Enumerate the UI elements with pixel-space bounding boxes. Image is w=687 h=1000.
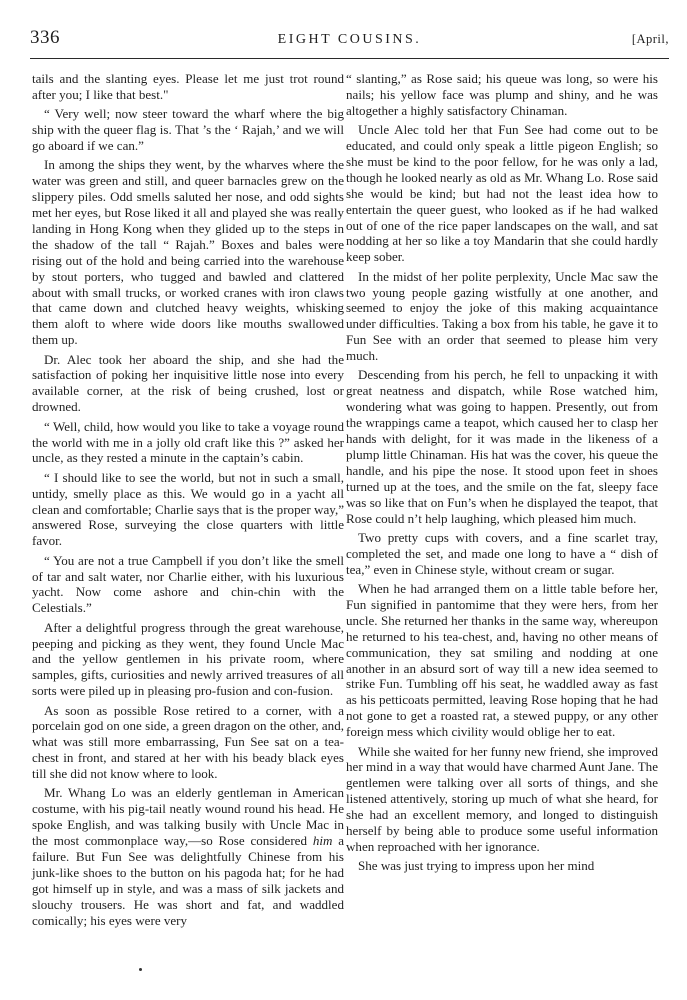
right-column [346, 71, 658, 874]
page-number: 336 [30, 27, 60, 48]
paragraph: tails and the slanting eyes. Please let me just trot round after you; I like that best." [32, 71, 344, 102]
paragraph: While she waited for her funny new friend, she improved her mind in a way that would have charmed Aunt Jane. The gentlemen were talking over all sorts of things, and she listened attentively, storing up much of what she heard, for she had an excellent memory, and longed to distinguish herself by being able to produce some useful information when reproached with her ignorance. [346, 743, 658, 854]
print-speck [139, 968, 142, 971]
paragraph: Descending from his perch, he fell to unpacking it with great neatness and dispatch, while Rose watched him, wondering what was going to happen. Presently, out from the wrappings came a teapot, which caused her to clasp her hands with delight, for it was made in the likeness of a plump little Chinaman. His hat was the cover, his queue the handle, and his pipe the nose. It stood upon feet in shoes turned up at the toes, and the smile on the fat, sleepy face was so like that on Fun’s when he displayed the teapot, that Rose could n’t help laughing, which pleased him much. [346, 367, 658, 526]
paragraph: When he had arranged them on a little table before her, Fun signified in pantomime that they were hers, from her uncle. She returned her thanks in the same way, whereupon he returned to his tea-chest, and, having no other means of communication, they sat smiling and nodding at one another in an absurd sort of way till a new idea seemed to strike Fun. Tumbling off his seat, he waddled away as fast as his petticoats permitted, leaving Rose hoping that he had not gone to get a roasted rat, a stewed puppy, or any other foreign mess which civility would oblige her to eat. [346, 581, 658, 740]
paragraph-text: Mr. Whang Lo was an elderly gentleman in American costume, with his pig-tail neatly wound round his head. He spoke English, and was talking busily with Uncle Mac in the most commonplace way,—so Rose considered [32, 785, 344, 849]
paragraph: Uncle Alec told her that Fun See had come out to be educated, and could only speak a little pigeon English; so she must be kind to the poor fellow, for he was only a lad, though he looked nearly as old as Mr. Whang Lo. Rose said she would be kind; but had not the least idea how to entertain the queer guest, who looked as if he had walked out of one of the rice paper landscapes on the wall, and sat nodding at her so like a toy Mandarin that she could hardly keep sober. [346, 122, 658, 265]
paragraph: “ Well, child, how would you like to take a voyage round the world with me in a jolly old craft like this ?” asked her uncle, as they rested a minute in the captain’s cabin. [32, 418, 344, 466]
header-rule [30, 58, 669, 59]
paragraph: “ slanting,” as Rose said; his queue was long, so were his nails; his yellow face was plump and shiny, and he was altogether a highly satisfactory Chinaman. [346, 71, 658, 118]
paragraph: As soon as possible Rose retired to a corner, with a porcelain god on one side, a green dragon on the other, and, what was still more embarrassing, Fun See sat on a tea-chest in front, and stared at her with his beady black eyes till she did not know where to look. [32, 702, 344, 782]
left-column [32, 71, 344, 929]
paragraph [32, 785, 344, 928]
page-header [30, 27, 669, 52]
issue-month: [April, [631, 32, 669, 46]
paragraph: “ I should like to see the world, but not in such a small, untidy, smelly place as this. We would go in a yacht all clean and comfortable; Charlie says that is the proper way,” answered Rose, surveying the close quarters with little favor. [32, 469, 344, 549]
paragraph-text: a failure. But Fun See was delightfully Chinese from his junk-like shoes to the button on his pagoda hat; for he had got himself up in style, and was a mass of silk jackets and slouchy trousers. He was short and fat, and waddled comically; his eyes were very [32, 833, 344, 928]
emphasis: him [312, 833, 333, 849]
running-title: EIGHT COUSINS. [277, 32, 422, 47]
paragraph: “ Very well; now steer toward the wharf where the big ship with the queer flag is. That ’s the ‘ Rajah,’ and we will go aboard if we can.” [32, 106, 344, 154]
paragraph: In among the ships they went, by the wharves where the water was green and still, and queer barnacles grew on the slippery piles. Odd smells saluted her nose, and odd sights met her eyes, but Rose liked it all and played she was really landing in Hong Kong when they glided up to the steps in the shadow of the tall “ Rajah.” Boxes and bales were rising out of the hold and being carried into the warehouse by stout porters, who tugged and bawled and clattered about with small trucks, or worked cranes with iron claws that came down and clutched heavy weights, whisking them aloft to where wide doors like mouths swallowed them up. [32, 157, 344, 348]
paragraph: “ You are not a true Campbell if you don’t like the smell of tar and salt water, nor Charlie either, with his luxurious yacht. Now come ashore and chin-chin with the Celestials.” [32, 552, 344, 616]
paragraph: Dr. Alec took her aboard the ship, and she had the satisfaction of poking her inquisitive little nose into every available corner, at the risk of being crushed, lost or drowned. [32, 351, 344, 415]
paragraph: In the midst of her polite perplexity, Uncle Mac saw the two young people gazing wistfully at one another, and seemed to enjoy the joke of this making acquaintance under difficulties. Taking a box from his table, he gave it to Fun See with an order that seemed to please him very much. [346, 268, 658, 364]
paragraph: Two pretty cups with covers, and a fine scarlet tray, completed the set, and made one long to have a “ dish of tea,” even in Chinese style, without cream or sugar. [346, 529, 658, 577]
paragraph: She was just trying to impress upon her mind [358, 858, 595, 874]
paragraph: After a delightful progress through the great warehouse, peeping and picking as they went, they found Uncle Mac and the yellow gentlemen in his private room, where samples, gifts, curiosities and newly arrived treasures of all sorts were piled up in pleasing pro-fusion and con-fusion. [32, 619, 344, 699]
